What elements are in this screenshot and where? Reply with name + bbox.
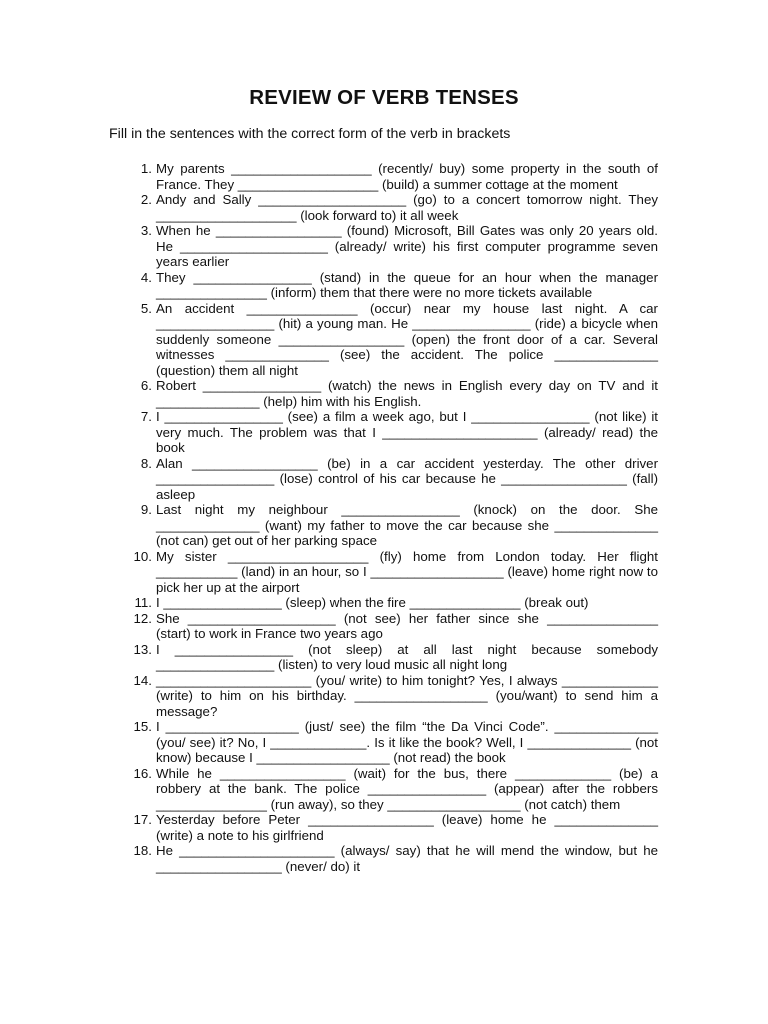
exercise-list xyxy=(126,161,658,874)
exercise-text: When he _________________ (found) Microsoft, Bill Gates was only 20 years old. He ____________________ (already/ write) his first computer programme seven years earlier xyxy=(156,223,658,269)
exercise-number: 8. xyxy=(140,455,152,471)
exercise-item xyxy=(126,301,658,379)
exercise-text: Andy and Sally ____________________ (go) to a concert tomorrow night. They ___________________ (look forward to) it all week xyxy=(156,192,658,223)
exercise-text: They ________________ (stand) in the queue for an hour when the manager _______________ (inform) them that there were no more tickets available xyxy=(156,269,658,300)
exercise-text: Robert ________________ (watch) the news in English every day on TV and it ______________ (help) him with his English. xyxy=(156,378,658,409)
exercise-item xyxy=(126,812,658,843)
exercise-number: 7. xyxy=(140,409,152,424)
exercise-text: I ________________ (see) a film a week ago, but I ________________ (not like) it very much. The problem was that I _____________________ (already/ read) the book xyxy=(156,409,658,455)
exercise-number: 17. xyxy=(133,812,152,827)
exercise-number: 11. xyxy=(134,595,152,610)
exercise-text: I __________________ (just/ see) the film “the Da Vinci Code”. ______________ (you/ see) it? No, I _____________. Is it like the book? Well, I ______________ (not know) because I __________________ (not read) the book xyxy=(156,719,658,765)
exercise-item xyxy=(126,456,658,503)
exercise-item xyxy=(126,719,658,766)
exercise-text: I ________________ (not sleep) at all last night because somebody ________________ (listen) to very loud music all night long xyxy=(156,641,658,672)
exercise-number: 4. xyxy=(140,269,152,285)
exercise-text: He _____________________ (always/ say) that he will mend the window, but he _________________ (never/ do) it xyxy=(156,843,658,874)
exercise-text: Last night my neighbour ________________ (knock) on the door. She ______________ (want) my father to move the car because she ______________ (not can) get out of her parking space xyxy=(156,502,658,548)
exercise-number: 10. xyxy=(133,548,152,564)
exercise-number: 5. xyxy=(140,300,152,316)
exercise-number: 1. xyxy=(140,161,152,176)
exercise-text: My sister ___________________ (fly) home from London today. Her flight ___________ (land) in an hour, so I __________________ (leave) home right now to pick her up at the airport xyxy=(156,548,658,595)
exercise-item xyxy=(126,161,658,192)
exercise-text: Alan _________________ (be) in a car accident yesterday. The other driver ________________ (lose) control of his car because he _________________ (fall) asleep xyxy=(156,455,658,502)
exercise-number: 9. xyxy=(140,502,152,517)
instructions-text: Fill in the sentences with the correct form of the verb in brackets xyxy=(109,126,511,142)
page-title: REVIEW OF VERB TENSES xyxy=(249,86,519,109)
exercise-text: An accident _______________ (occur) near my house last night. A car ________________ (hit) a young man. He ________________ (ride) a bicycle when suddenly someone _________________ (open) the front door of a car. Several witnesses ______________ (see) the accident. The police ______________ (question) them all night xyxy=(156,300,658,378)
exercise-text: I ________________ (sleep) when the fire _______________ (break out) xyxy=(156,595,589,610)
exercise-number: 3. xyxy=(140,223,152,238)
exercise-item xyxy=(126,595,658,611)
exercise-number: 18. xyxy=(133,843,152,858)
exercise-item xyxy=(126,843,658,874)
exercise-text: Yesterday before Peter _________________ (leave) home he ______________ (write) a note to his girlfriend xyxy=(156,812,658,843)
exercise-number: 16. xyxy=(133,765,152,781)
exercise-item xyxy=(126,766,658,813)
exercise-item xyxy=(126,673,658,720)
exercise-item xyxy=(126,642,658,673)
exercise-item xyxy=(126,611,658,642)
exercise-item xyxy=(126,409,658,456)
exercise-text: She ____________________ (not see) her father since she _______________ (start) to work in France two years ago xyxy=(156,610,658,641)
exercise-number: 14. xyxy=(133,672,152,688)
exercise-item xyxy=(126,192,658,223)
exercise-number: 6. xyxy=(140,378,152,393)
exercise-number: 2. xyxy=(140,192,152,207)
exercise-text: _____________________ (you/ write) to him tonight? Yes, I always _____________ (write) to him on his birthday. __________________ (you/want) to send him a message? xyxy=(156,672,658,719)
exercise-item xyxy=(126,223,658,270)
exercise-text: While he _________________ (wait) for the bus, there _____________ (be) a robbery at the bank. The police ________________ (appear) after the robbers _______________ (run away), so they __________________ (not catch) them xyxy=(156,765,658,812)
exercise-item xyxy=(126,270,658,301)
exercise-number: 15. xyxy=(133,719,152,734)
exercise-text: My parents ___________________ (recently/ buy) some property in the south of France. They ___________________ (build) a summer cottage at the moment xyxy=(156,161,658,192)
exercise-item xyxy=(126,378,658,409)
exercise-item xyxy=(126,549,658,596)
exercise-item xyxy=(126,502,658,549)
exercise-number: 12. xyxy=(133,610,152,626)
exercise-number: 13. xyxy=(133,641,152,657)
